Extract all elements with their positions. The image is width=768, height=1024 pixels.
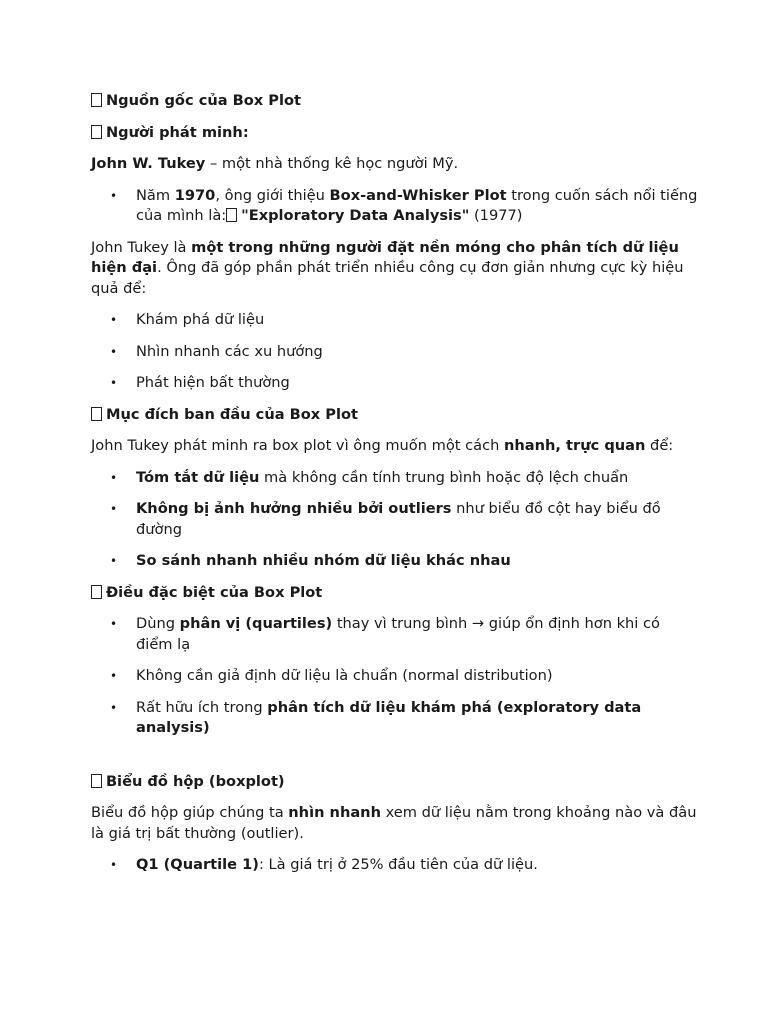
heading-boxplot: Biểu đồ hộp (boxplot) — [91, 772, 698, 793]
list-book — [91, 186, 698, 227]
list-item: • So sánh nhanh nhiều nhóm dữ liệu khác nhau — [136, 551, 698, 572]
heading-purpose: Mục đích ban đầu của Box Plot — [91, 405, 698, 426]
list-tools — [91, 310, 698, 394]
heading-special: Điều đặc biệt của Box Plot — [91, 583, 698, 604]
list-item: • Q1 (Quartile 1): Là giá trị ở 25% đầu tiên của dữ liệu. — [136, 855, 698, 876]
spacer — [91, 750, 698, 772]
list-quartiles — [91, 855, 698, 876]
paragraph-purpose: John Tukey phát minh ra box plot vì ông muốn một cách nhanh, trực quan để: — [91, 437, 674, 454]
list-item: • Nhìn nhanh các xu hướng — [136, 342, 698, 363]
missing-glyph-icon — [91, 774, 102, 788]
list-item: • Dùng phân vị (quartiles) thay vì trung bình → giúp ổn định hơn khi có điểm lạ — [136, 614, 698, 655]
list-item: • Không cần giả định dữ liệu là chuẩn (normal distribution) — [136, 666, 698, 687]
list-item: • Khám phá dữ liệu — [136, 310, 698, 331]
list-purpose — [91, 468, 698, 572]
list-item: • Phát hiện bất thường — [136, 373, 698, 394]
missing-glyph-icon — [91, 585, 102, 599]
heading-inventor: Người phát minh: — [91, 123, 698, 144]
missing-glyph-icon — [91, 125, 102, 139]
missing-glyph-icon — [91, 93, 102, 107]
list-item: • Rất hữu ích trong phân tích dữ liệu khám phá (exploratory data analysis) — [136, 698, 698, 739]
heading-origin: Nguồn gốc của Box Plot — [91, 91, 698, 112]
paragraph-foundation: John Tukey là một trong những người đặt nền móng cho phân tích dữ liệu hiện đại. Ông đã góp phần phát triển nhiều công cụ đơn giản nhưng cực kỳ hiệu quả để: — [91, 238, 684, 297]
list-item: • Năm 1970, ông giới thiệu Box-and-Whisker Plot trong cuốn sách nổi tiếng của mình là: "Exploratory Data Analysis" (1977) — [136, 186, 698, 227]
missing-glyph-icon — [91, 407, 102, 421]
list-item: • Tóm tắt dữ liệu mà không cần tính trung bình hoặc độ lệch chuẩn — [136, 468, 698, 489]
missing-glyph-icon — [226, 208, 237, 222]
paragraph-boxplot: Biểu đồ hộp giúp chúng ta nhìn nhanh xem dữ liệu nằm trong khoảng nào và đâu là giá trị bất thường (outlier). — [91, 804, 697, 842]
list-item: • Không bị ảnh hưởng nhiều bởi outliers như biểu đồ cột hay biểu đồ đường — [136, 499, 698, 540]
paragraph-tukey: John W. Tukey – một nhà thống kê học người Mỹ. — [91, 155, 459, 172]
list-special — [91, 614, 698, 739]
